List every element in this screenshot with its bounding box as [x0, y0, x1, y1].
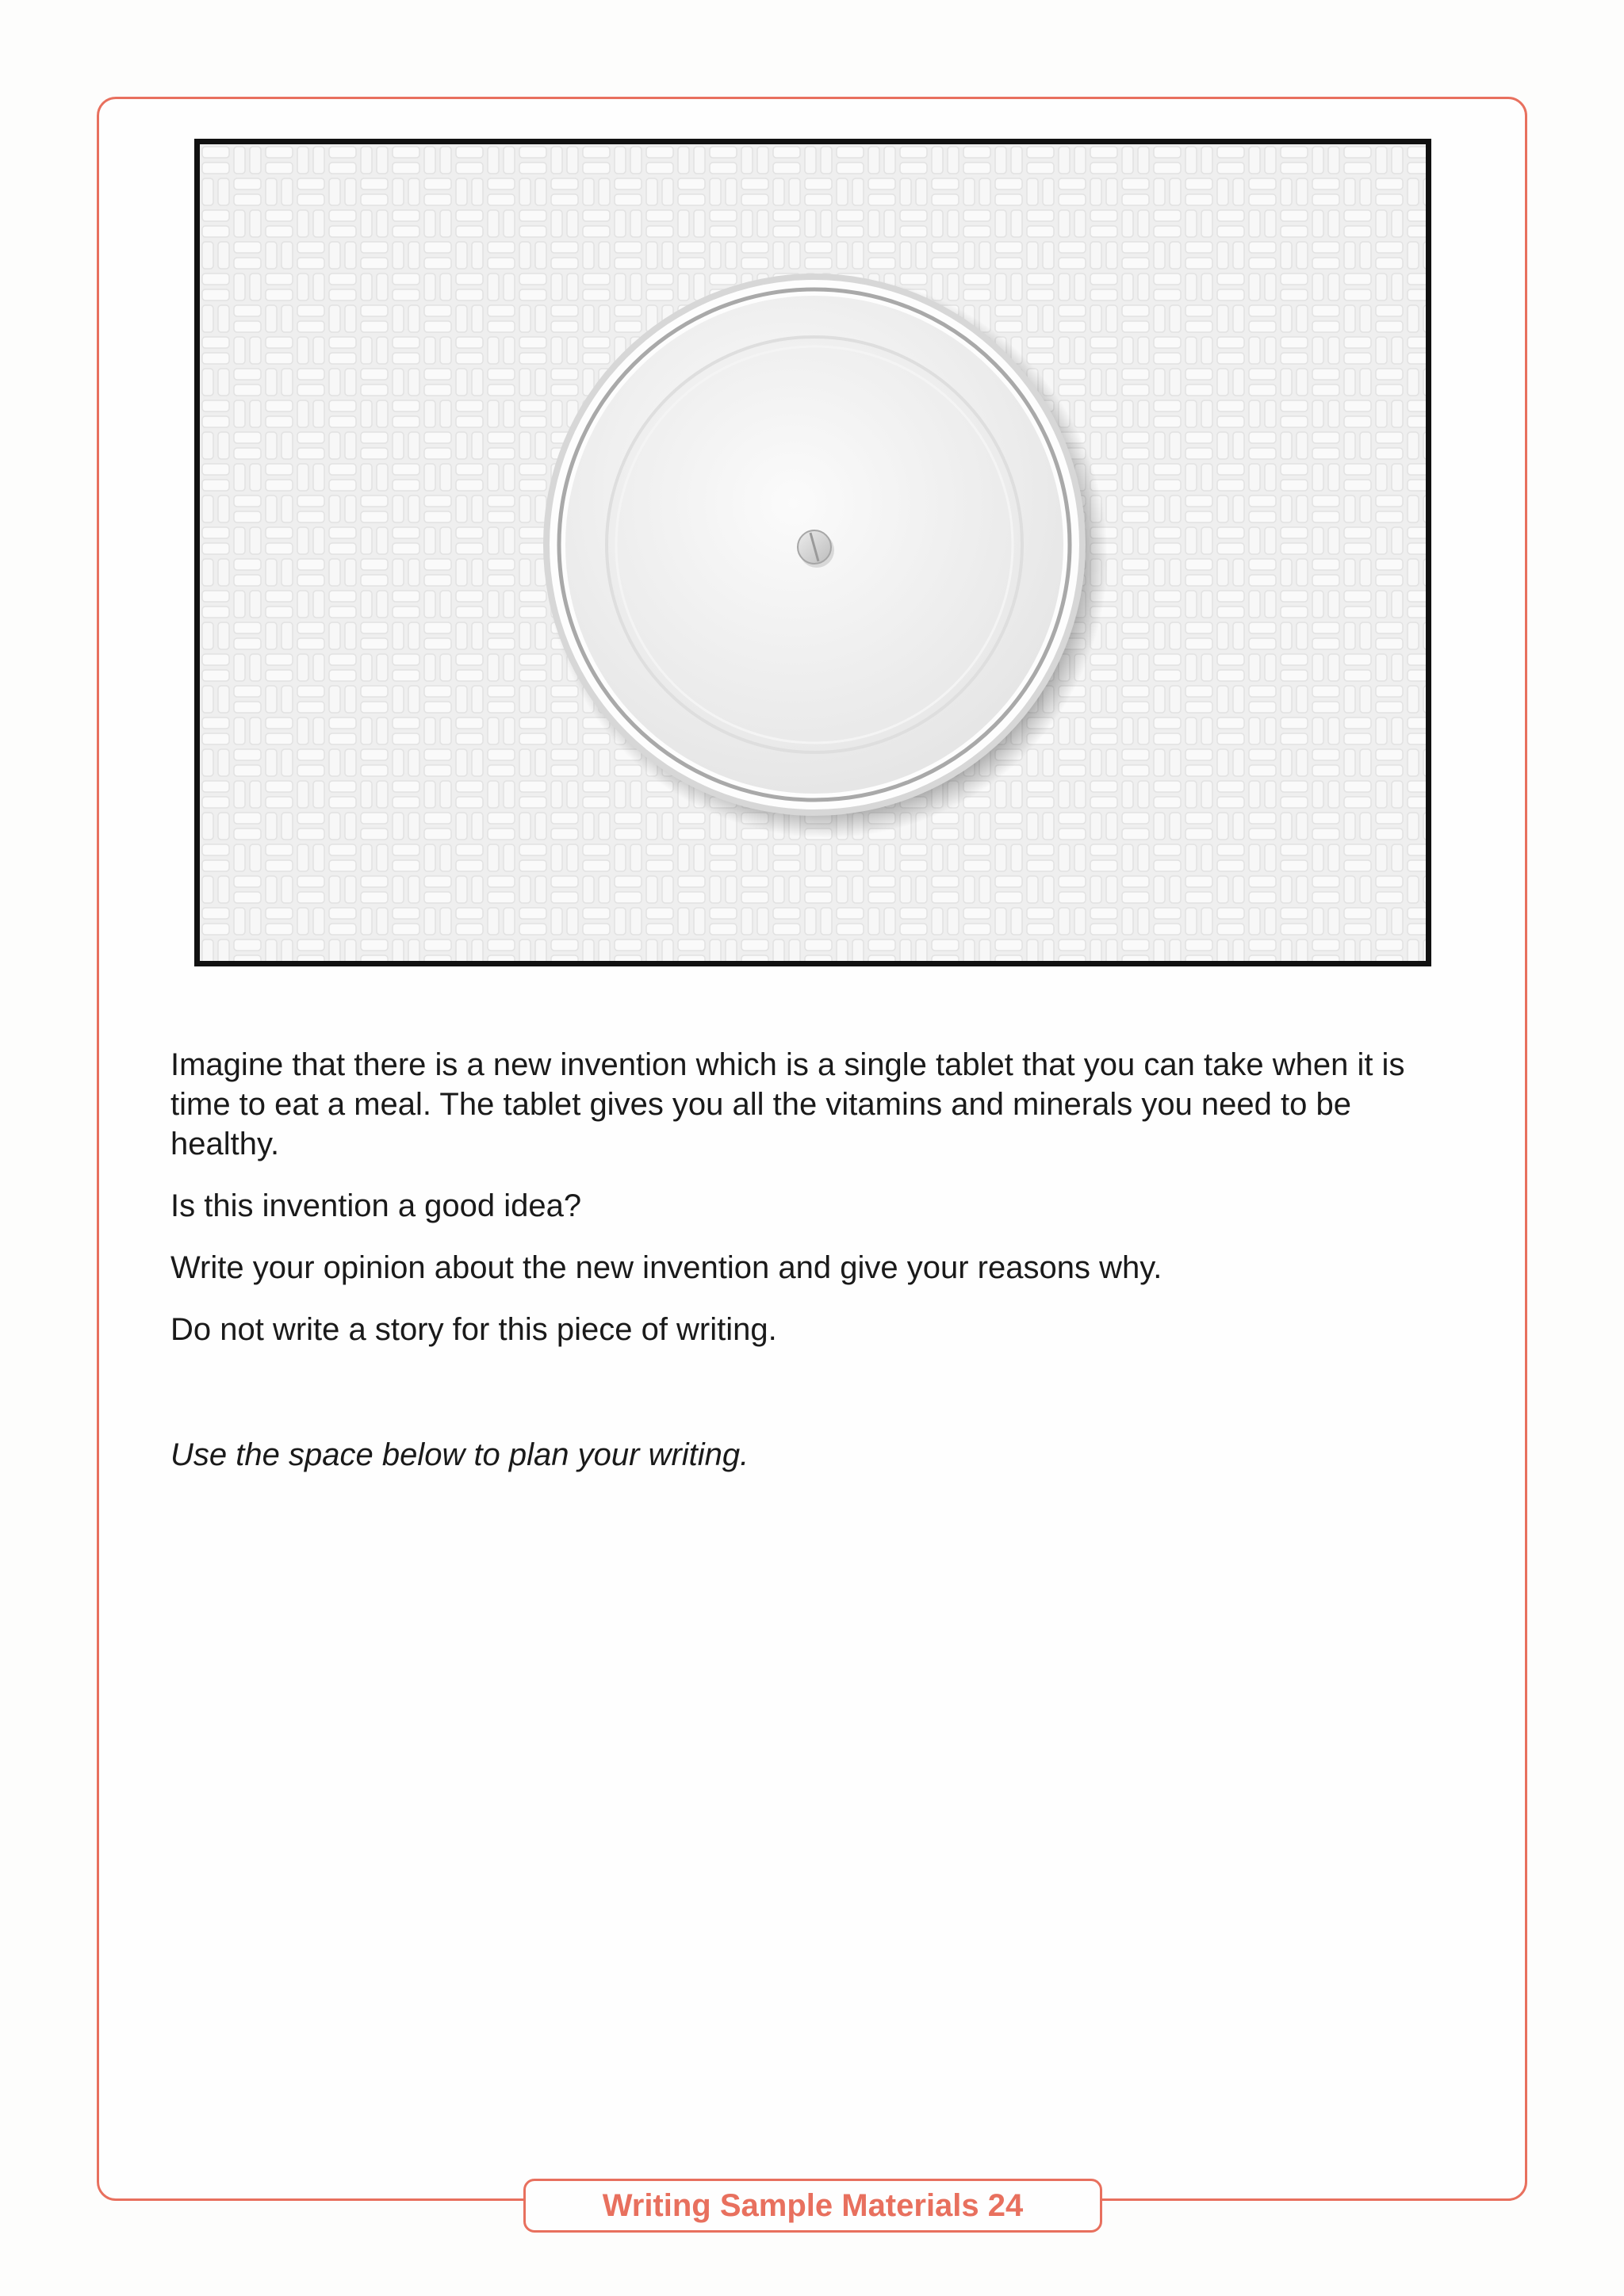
- writing-prompt: [170, 1045, 1439, 1497]
- prompt-note: Do not write a story for this piece of writing.: [170, 1312, 777, 1347]
- plan-instruction: Use the space below to plan your writing.: [170, 1437, 749, 1472]
- plate-illustration: [200, 144, 1426, 961]
- prompt-question: Is this invention a good idea?: [170, 1188, 582, 1223]
- stimulus-image: [194, 139, 1431, 966]
- prompt-instruction: Write your opinion about the new invention and give your reasons why.: [170, 1250, 1162, 1285]
- footer-page-label: [523, 2179, 1102, 2233]
- footer-label-text: Writing Sample Materials 24: [602, 2187, 1024, 2223]
- prompt-paragraph: Imagine that there is a new invention which is a single tablet that you can take when it is time to eat a meal. The tablet gives you all the vitamins and minerals you need to be healthy.: [170, 1047, 1405, 1161]
